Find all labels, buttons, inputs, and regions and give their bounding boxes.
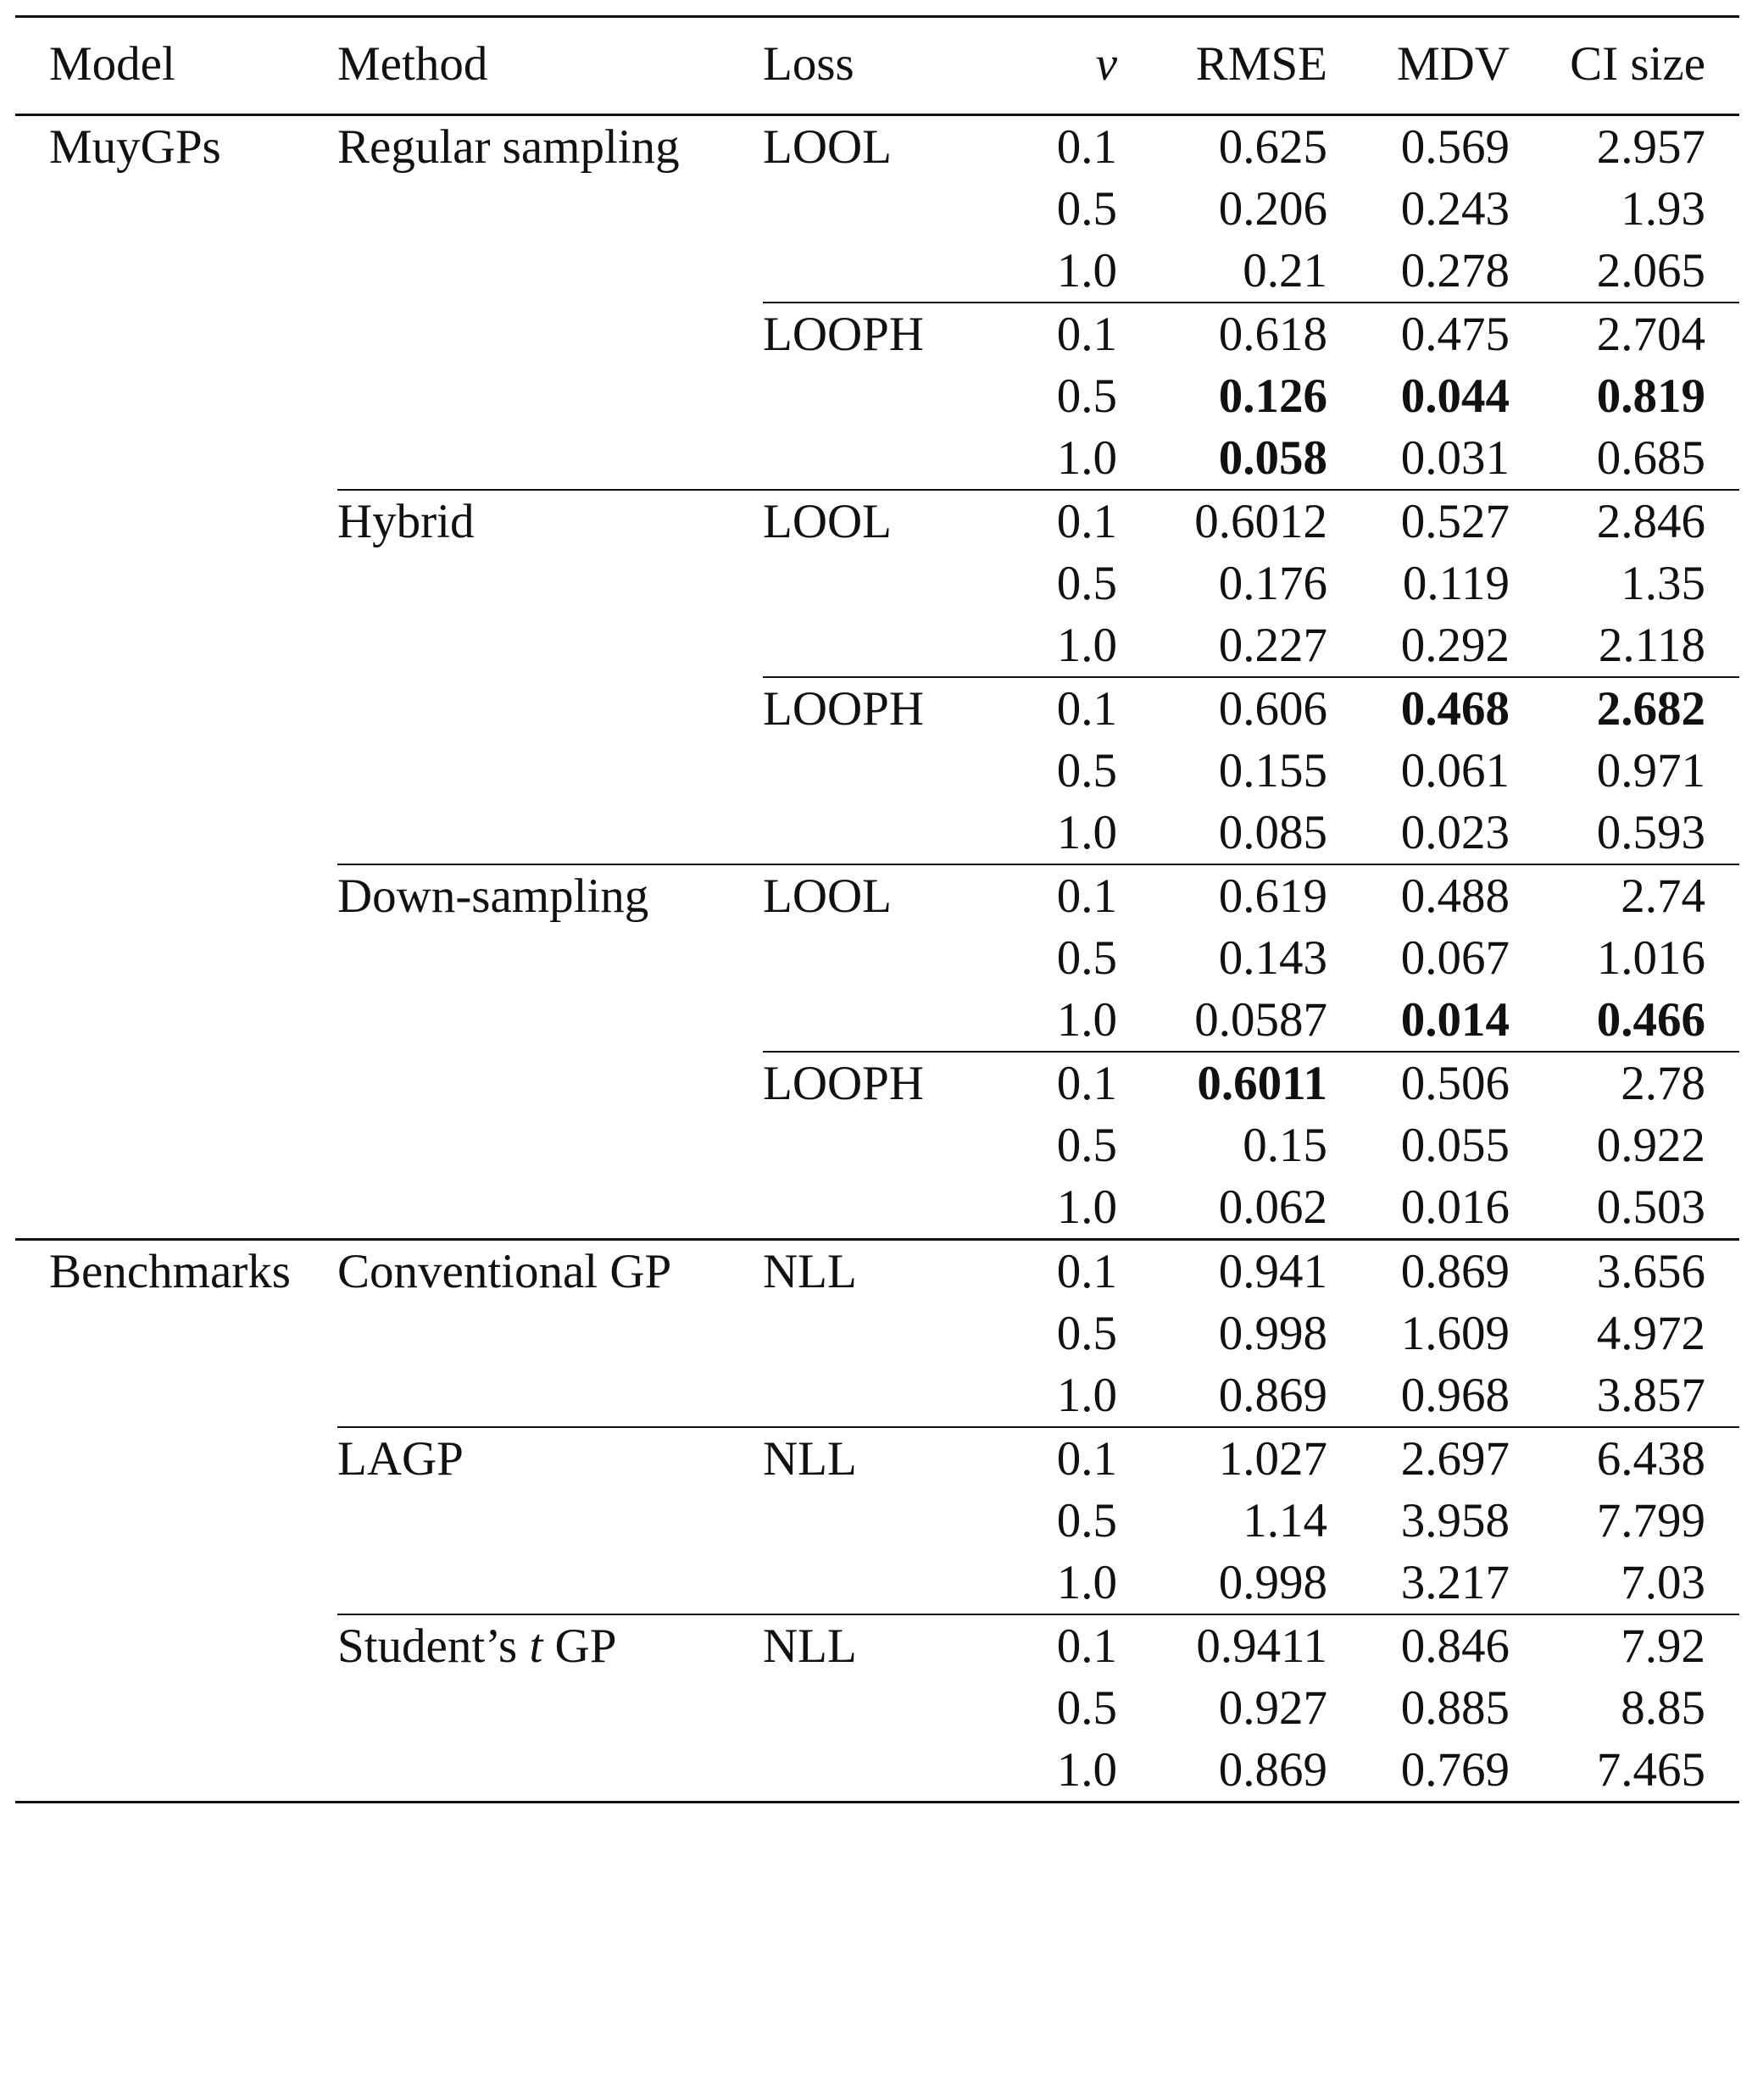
loss-cell: LOOL	[763, 120, 892, 174]
ci-cell: 1.93	[1621, 182, 1705, 236]
results-table	[15, 15, 1739, 1803]
mdv-cell: 0.278	[1400, 244, 1510, 297]
table-row	[15, 1677, 1739, 1739]
method-cell	[337, 1677, 763, 1739]
loss-cell: LOOPH	[763, 303, 1009, 365]
mdv-cell: 0.067	[1400, 931, 1510, 985]
mdv-cell: 0.527	[1327, 490, 1510, 553]
model-cell	[15, 740, 337, 802]
model-cell	[15, 240, 337, 303]
table-row	[15, 1303, 1739, 1364]
rmse-cell: 0.869	[1218, 1369, 1327, 1422]
mdv-cell: 1.609	[1400, 1307, 1510, 1360]
model-cell	[15, 614, 337, 677]
nu-cell: 0.1	[1009, 1427, 1117, 1490]
method-cell	[337, 1739, 763, 1803]
table-row	[15, 1614, 1739, 1677]
rmse-cell: 1.027	[1117, 1427, 1327, 1490]
method-cell	[337, 240, 763, 303]
rmse-cell: 0.176	[1218, 557, 1327, 610]
loss-cell	[763, 1303, 1009, 1364]
rmse-cell: 0.085	[1218, 806, 1327, 859]
nu-cell: 1.0	[1009, 1739, 1117, 1803]
loss-cell	[763, 553, 1009, 614]
loss-cell	[763, 614, 1009, 677]
rmse-cell: 0.15	[1243, 1119, 1327, 1172]
ci-cell: 0.503	[1596, 1181, 1705, 1234]
loss-cell	[763, 365, 1009, 427]
nu-cell: 0.5	[1056, 557, 1117, 610]
mdv-cell: 0.569	[1400, 120, 1510, 174]
ci-cell: 2.065	[1596, 244, 1705, 297]
ci-cell: 4.972	[1596, 1307, 1705, 1360]
nu-cell: 0.1	[1009, 490, 1117, 553]
table-row	[15, 1052, 1739, 1114]
loss-cell	[763, 427, 1009, 490]
model-cell	[15, 802, 337, 864]
nu-cell: 1.0	[1056, 1181, 1117, 1234]
mdv-cell: 0.468	[1327, 677, 1510, 740]
loss-cell: LOOL	[763, 490, 1009, 553]
nu-cell: 0.5	[1056, 369, 1117, 423]
rmse-cell: 0.869	[1117, 1739, 1327, 1803]
rmse-cell: 0.6011	[1117, 1052, 1327, 1114]
mdv-cell: 0.846	[1327, 1614, 1510, 1677]
nu-cell: 0.1	[1009, 303, 1117, 365]
model-cell	[15, 178, 337, 240]
model-cell	[15, 1052, 337, 1114]
mdv-cell: 0.014	[1400, 993, 1510, 1047]
method-cell	[337, 1303, 763, 1364]
table-header	[15, 17, 1739, 115]
method-cell: Student’s t GP	[337, 1614, 763, 1677]
mdv-cell: 0.475	[1327, 303, 1510, 365]
ci-cell: 7.03	[1621, 1556, 1705, 1609]
mdv-cell: 0.119	[1402, 557, 1510, 610]
loss-cell: LOOPH	[763, 1052, 1009, 1114]
model-cell	[15, 677, 337, 740]
table-row	[15, 802, 1739, 864]
method-cell: Regular sampling	[337, 120, 680, 174]
table-row	[15, 1114, 1739, 1176]
mdv-cell: 2.697	[1327, 1427, 1510, 1490]
ci-cell: 2.118	[1598, 619, 1705, 672]
mdv-cell: 0.506	[1327, 1052, 1510, 1114]
rmse-cell: 0.941	[1117, 1240, 1327, 1303]
loss-cell	[763, 240, 1009, 303]
loss-cell	[763, 802, 1009, 864]
nu-cell: 0.5	[1056, 1681, 1117, 1735]
method-cell	[337, 427, 763, 490]
method-cell	[337, 1364, 763, 1427]
model-cell	[15, 927, 337, 989]
ci-cell: 3.656	[1510, 1240, 1739, 1303]
mdv-cell: 0.885	[1400, 1681, 1510, 1735]
rmse-cell: 0.21	[1243, 244, 1327, 297]
ci-cell: 7.799	[1596, 1494, 1705, 1547]
nu-cell: 1.0	[1056, 993, 1117, 1047]
loss-cell	[763, 740, 1009, 802]
ci-cell: 1.016	[1596, 931, 1705, 985]
ci-cell: 0.819	[1596, 369, 1705, 423]
loss-cell	[763, 1490, 1009, 1552]
rmse-cell: 0.062	[1218, 1181, 1327, 1234]
header-model: Model	[49, 37, 175, 91]
nu-cell: 1.0	[1056, 1369, 1117, 1422]
row-block	[15, 1614, 1739, 1803]
loss-cell	[763, 1739, 1009, 1803]
header-nu: ν	[1095, 37, 1117, 91]
rmse-cell: 0.9411	[1117, 1614, 1327, 1677]
model-cell	[15, 1677, 337, 1739]
loss-cell	[763, 1176, 1009, 1240]
table-row	[15, 427, 1739, 490]
method-cell	[337, 927, 763, 989]
loss-cell	[763, 1552, 1009, 1614]
nu-cell: 0.1	[1009, 1240, 1117, 1303]
nu-cell: 0.1	[1009, 1614, 1117, 1677]
method-cell: LAGP	[337, 1427, 763, 1490]
nu-cell: 0.1	[1009, 1052, 1117, 1114]
method-cell	[337, 178, 763, 240]
nu-cell: 1.0	[1056, 431, 1117, 485]
table-row	[15, 1490, 1739, 1552]
method-cell	[337, 1052, 763, 1114]
model-cell: MuyGPs	[49, 120, 221, 174]
ci-cell: 2.74	[1510, 864, 1739, 927]
method-cell: Hybrid	[337, 490, 763, 553]
nu-cell: 0.5	[1056, 744, 1117, 797]
nu-cell: 0.1	[1009, 864, 1117, 927]
loss-cell	[763, 1114, 1009, 1176]
row-block	[15, 303, 1739, 490]
mdv-cell: 0.023	[1400, 806, 1510, 859]
row-block	[15, 1427, 1739, 1614]
row-block	[15, 115, 1739, 303]
nu-cell: 1.0	[1056, 1556, 1117, 1609]
table-row	[15, 677, 1739, 740]
header-method: Method	[337, 37, 488, 91]
ci-cell: 2.957	[1596, 120, 1705, 174]
model-cell	[15, 303, 337, 365]
mdv-cell: 0.055	[1400, 1119, 1510, 1172]
method-cell	[337, 740, 763, 802]
method-cell	[337, 365, 763, 427]
mdv-cell: 0.769	[1327, 1739, 1510, 1803]
model-cell	[15, 864, 337, 927]
rmse-cell: 0.206	[1218, 182, 1327, 236]
method-cell: Down-sampling	[337, 864, 763, 927]
loss-cell	[763, 1364, 1009, 1427]
rmse-cell: 0.058	[1218, 431, 1327, 485]
header-mdv: MDV	[1396, 37, 1510, 91]
ci-cell: 3.857	[1596, 1369, 1705, 1422]
rmse-cell: 0.0587	[1194, 993, 1327, 1047]
model-cell	[15, 1490, 337, 1552]
ci-cell: 0.593	[1596, 806, 1705, 859]
ci-cell: 2.682	[1510, 677, 1739, 740]
row-block	[15, 864, 1739, 1052]
table-row	[15, 989, 1739, 1052]
row-block	[15, 490, 1739, 677]
model-cell	[15, 1364, 337, 1427]
mdv-cell: 0.968	[1400, 1369, 1510, 1422]
rmse-cell: 0.126	[1218, 369, 1327, 423]
nu-cell: 0.5	[1056, 1494, 1117, 1547]
model-cell	[15, 1739, 337, 1803]
row-block	[15, 1052, 1739, 1240]
rmse-cell: 0.155	[1218, 744, 1327, 797]
method-cell	[337, 303, 763, 365]
ci-cell: 6.438	[1510, 1427, 1739, 1490]
nu-cell: 1.0	[1056, 244, 1117, 297]
model-cell	[15, 553, 337, 614]
mdv-cell: 0.488	[1327, 864, 1510, 927]
model-cell	[15, 427, 337, 490]
nu-cell: 0.5	[1056, 1307, 1117, 1360]
method-cell	[337, 677, 763, 740]
loss-cell	[763, 927, 1009, 989]
model-cell: Benchmarks	[15, 1240, 337, 1303]
ci-cell: 0.466	[1596, 993, 1705, 1047]
mdv-cell: 0.061	[1400, 744, 1510, 797]
table-row	[15, 1427, 1739, 1490]
nu-cell: 0.5	[1056, 931, 1117, 985]
table-row	[15, 864, 1739, 927]
model-cell	[15, 1427, 337, 1490]
header-loss: Loss	[763, 37, 854, 91]
model-cell	[15, 1614, 337, 1677]
model-cell	[15, 365, 337, 427]
table-row	[15, 490, 1739, 553]
nu-cell: 1.0	[1056, 619, 1117, 672]
table-row	[15, 303, 1739, 365]
nu-cell: 0.5	[1056, 182, 1117, 236]
loss-cell: NLL	[763, 1614, 1009, 1677]
nu-cell: 0.1	[1056, 120, 1117, 174]
rmse-cell: 1.14	[1243, 1494, 1327, 1547]
table-row	[15, 365, 1739, 427]
loss-cell	[763, 178, 1009, 240]
ci-cell: 0.971	[1596, 744, 1705, 797]
rmse-cell: 0.227	[1218, 619, 1327, 672]
model-cell	[15, 490, 337, 553]
rmse-cell: 0.618	[1117, 303, 1327, 365]
row-block	[15, 677, 1739, 864]
rmse-cell: 0.6012	[1117, 490, 1327, 553]
ci-cell: 2.704	[1510, 303, 1739, 365]
method-cell	[337, 1114, 763, 1176]
loss-cell	[763, 1677, 1009, 1739]
method-cell	[337, 1176, 763, 1240]
header-rmse: RMSE	[1195, 37, 1327, 91]
model-cell	[15, 989, 337, 1052]
loss-cell: LOOPH	[763, 677, 1009, 740]
nu-cell: 0.1	[1009, 677, 1117, 740]
loss-cell: NLL	[763, 1427, 1009, 1490]
rmse-cell: 0.927	[1218, 1681, 1327, 1735]
nu-cell: 0.5	[1056, 1119, 1117, 1172]
table-row	[15, 178, 1739, 240]
header-ci: CI size	[1570, 37, 1705, 91]
mdv-cell: 3.958	[1400, 1494, 1510, 1547]
ci-cell: 0.922	[1596, 1119, 1705, 1172]
table-row	[15, 740, 1739, 802]
table-row	[15, 1176, 1739, 1240]
model-cell	[15, 1303, 337, 1364]
table-row	[15, 240, 1739, 303]
rmse-cell: 0.998	[1218, 1307, 1327, 1360]
row-block	[15, 1240, 1739, 1428]
mdv-cell: 0.044	[1400, 369, 1510, 423]
ci-cell: 8.85	[1621, 1681, 1705, 1735]
loss-cell: NLL	[763, 1240, 1009, 1303]
rmse-cell: 0.143	[1218, 931, 1327, 985]
model-cell	[15, 1552, 337, 1614]
ci-cell: 1.35	[1621, 557, 1705, 610]
ci-cell: 2.846	[1510, 490, 1739, 553]
loss-cell: LOOL	[763, 864, 1009, 927]
rmse-cell: 0.625	[1218, 120, 1327, 174]
table-row	[15, 614, 1739, 677]
model-cell	[15, 1114, 337, 1176]
method-cell: Conventional GP	[337, 1240, 763, 1303]
method-cell	[337, 989, 763, 1052]
ci-cell: 7.92	[1510, 1614, 1739, 1677]
mdv-cell: 0.869	[1327, 1240, 1510, 1303]
ci-cell: 2.78	[1510, 1052, 1739, 1114]
table-row	[15, 1552, 1739, 1614]
table-row	[15, 1240, 1739, 1303]
method-cell	[337, 1490, 763, 1552]
ci-cell: 0.685	[1596, 431, 1705, 485]
mdv-cell: 0.031	[1400, 431, 1510, 485]
table-row	[15, 927, 1739, 989]
ci-cell: 7.465	[1510, 1739, 1739, 1803]
method-cell	[337, 614, 763, 677]
table-row	[15, 1364, 1739, 1427]
nu-cell: 1.0	[1056, 806, 1117, 859]
method-cell	[337, 1552, 763, 1614]
method-cell	[337, 802, 763, 864]
table-row	[15, 553, 1739, 614]
rmse-cell: 0.606	[1117, 677, 1327, 740]
mdv-cell: 0.243	[1400, 182, 1510, 236]
table-row	[15, 1739, 1739, 1803]
method-cell	[337, 553, 763, 614]
mdv-cell: 0.292	[1400, 619, 1510, 672]
method-italic: t	[529, 1619, 543, 1673]
rmse-cell: 0.619	[1117, 864, 1327, 927]
table-row	[15, 115, 1739, 179]
mdv-cell: 0.016	[1400, 1181, 1510, 1234]
mdv-cell: 3.217	[1400, 1556, 1510, 1609]
model-cell	[15, 1176, 337, 1240]
loss-cell	[763, 989, 1009, 1052]
rmse-cell: 0.998	[1218, 1556, 1327, 1609]
